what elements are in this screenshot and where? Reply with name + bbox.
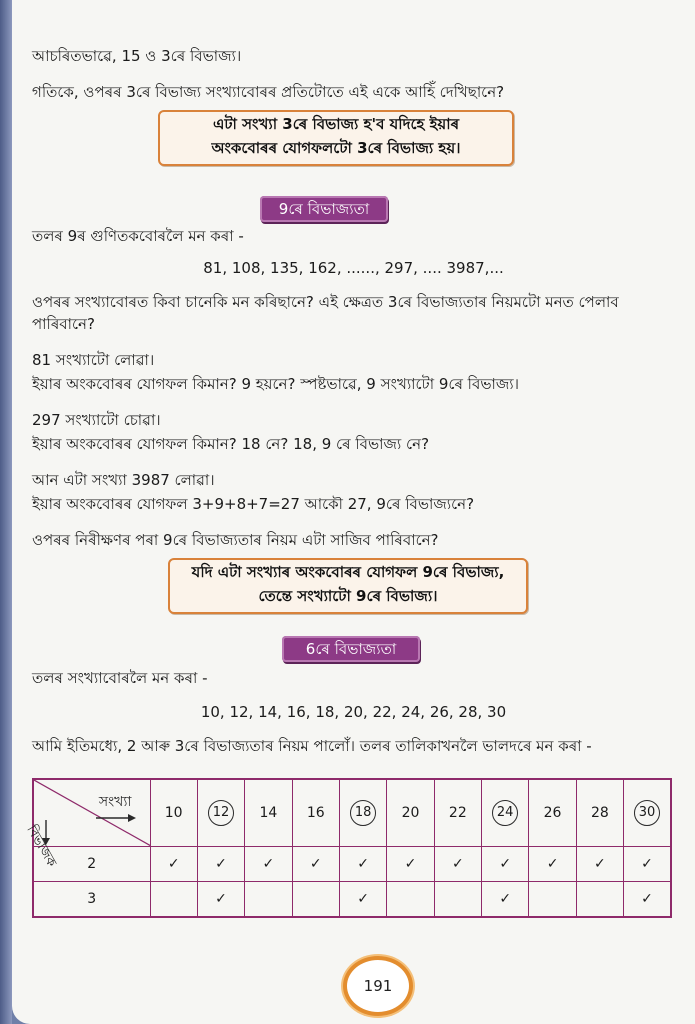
number-header-cell [576,779,623,847]
empty-cell [529,882,576,918]
empty-cell [292,882,339,918]
number-header-cell [292,779,339,847]
text-line-14: তলৰ সংখ্যাবোৰলৈ মন কৰা - [32,669,208,687]
number-header-cell [434,779,481,847]
number-label: 22 [448,805,467,821]
check-mark-cell: ✓ [197,847,244,882]
text-line-11: আন এটা সংখ্যা 3987 লোৱা। [32,471,215,489]
number-label: 20 [401,805,420,821]
circled-number: 18 [350,800,376,826]
check-mark-cell: ✓ [624,882,671,918]
number-header-cell [197,779,244,847]
number-header-cell [624,779,671,847]
table-row-divisor-3 [33,882,671,918]
corner-label-divisor: বিভাজক [23,823,59,870]
check-mark-cell: ✓ [339,882,386,918]
text-line-5: ওপৰৰ সংখ্যাবোৰত কিবা চানেকি মন কৰিছানে? এই ক্ষেত্ৰত 3ৰে বিভাজ্যতাৰ নিয়মটো মনত পেলাব [32,293,619,311]
empty-cell [434,882,481,918]
empty-cell [245,882,292,918]
empty-cell [576,882,623,918]
rule-9-line-1: যদি এটা সংখ্যাৰ অংকবোৰৰ যোগফল 9ৰে বিভাজ্য, [191,563,505,581]
page-number: 191 [343,956,413,1016]
check-mark-cell: ✓ [150,847,197,882]
divisibility-table [23,778,672,918]
text-line-10: ইয়াৰ অংকবোৰৰ যোগফল কিমান? 18 নে? 18, 9 ৰে বিভাজ্য নে? [32,435,430,453]
circled-number: 12 [208,800,234,826]
book-spine [0,0,12,1024]
heading-divisibility-6: 6ৰে বিভাজ্যতা [282,636,420,662]
number-label: 28 [591,805,609,821]
textbook-page [12,0,695,1024]
text-line-2: গতিকে, ওপৰৰ 3ৰে বিভাজ্য সংখ্যাবোৰৰ প্ৰতিটোতে এই একে আহিঁ দেখিছানে? [32,83,505,101]
text-line-8: ইয়াৰ অংকবোৰৰ যোগফল কিমান? 9 হয়নে? স্পষ্টভাৱে, 9 সংখ্যাটো 9ৰে বিভাজ্য। [32,375,519,393]
text-line-13: ওপৰৰ নিৰীক্ষণৰ পৰা 9ৰে বিভাজ্যতাৰ নিয়ম এটা সাজিব পাৰিবানে? [32,531,439,549]
text-line-3: তলৰ 9ৰ গুণিতকবোৰলৈ মন কৰা - [32,227,244,245]
circled-number: 30 [634,800,660,826]
check-mark-cell: ✓ [434,847,481,882]
number-header-cell [245,779,292,847]
number-header-cell [387,779,434,847]
check-mark-cell: ✓ [339,847,386,882]
corner-label-number: সংখ্যা [98,794,132,810]
number-header-cell [529,779,576,847]
number-header-cell [339,779,386,847]
rule-box-divisibility-9 [168,558,528,614]
table-corner-cell [23,779,150,870]
number-label: 16 [306,805,325,821]
check-mark-cell: ✓ [292,847,339,882]
divisor-cell: 3 [33,882,150,918]
text-line-9: 297 সংখ্যাটো চোৱা। [32,411,161,429]
divisor-cell: 2 [33,847,150,882]
rule-3-line-1: এটা সংখ্যা 3ৰে বিভাজ্য হ'ব যদিহে ইয়াৰ [212,115,460,133]
check-mark-cell: ✓ [245,847,292,882]
number-header-cell [150,779,197,847]
rule-box-divisibility-3 [158,110,514,166]
text-line-16: আমি ইতিমধ্যে, 2 আৰু 3ৰে বিভাজ্যতাৰ নিয়ম পালোঁ। তলৰ তালিকাখনলৈ ভালদৰে মন কৰা - [32,737,592,755]
multiples-of-9: 81, 108, 135, 162, ......, 297, .... 3987,... [203,259,504,277]
check-mark-cell: ✓ [387,847,434,882]
check-mark-cell: ✓ [576,847,623,882]
check-mark-cell: ✓ [482,882,529,918]
empty-cell [150,882,197,918]
rule-3-line-2: অংকবোৰৰ যোগফলটো 3ৰে বিভাজ্য হয়। [211,139,461,157]
text-line-6: পাৰিবানে? [32,315,95,333]
diagonal-split-icon [34,780,151,846]
empty-cell [387,882,434,918]
number-label: 14 [259,805,278,821]
number-label: 10 [164,805,183,821]
number-label: 26 [543,805,562,821]
check-mark-cell: ✓ [529,847,576,882]
text-line-7: 81 সংখ্যাটো লোৱা। [32,351,155,369]
text-line-1: আচৰিতভাৱে, 15 ও 3ৰে বিভাজ্য। [32,47,242,65]
table-row-divisor-2 [33,847,671,882]
check-mark-cell: ✓ [624,847,671,882]
rule-9-line-2: তেন্তে সংখ্যাটো 9ৰে বিভাজ্য। [258,587,438,605]
text-line-12: ইয়াৰ অংকবোৰৰ যোগফল 3+9+8+7=27 আকৌ 27, 9ৰে বিভাজ্যনে? [32,495,475,513]
number-sequence: 10, 12, 14, 16, 18, 20, 22, 24, 26, 28, 30 [200,703,507,721]
number-header-cell [482,779,529,847]
heading-divisibility-9: 9ৰে বিভাজ্যতা [260,196,388,222]
check-mark-cell: ✓ [482,847,529,882]
table-header-row [33,779,671,847]
circled-number: 24 [492,800,518,826]
check-mark-cell: ✓ [197,882,244,918]
